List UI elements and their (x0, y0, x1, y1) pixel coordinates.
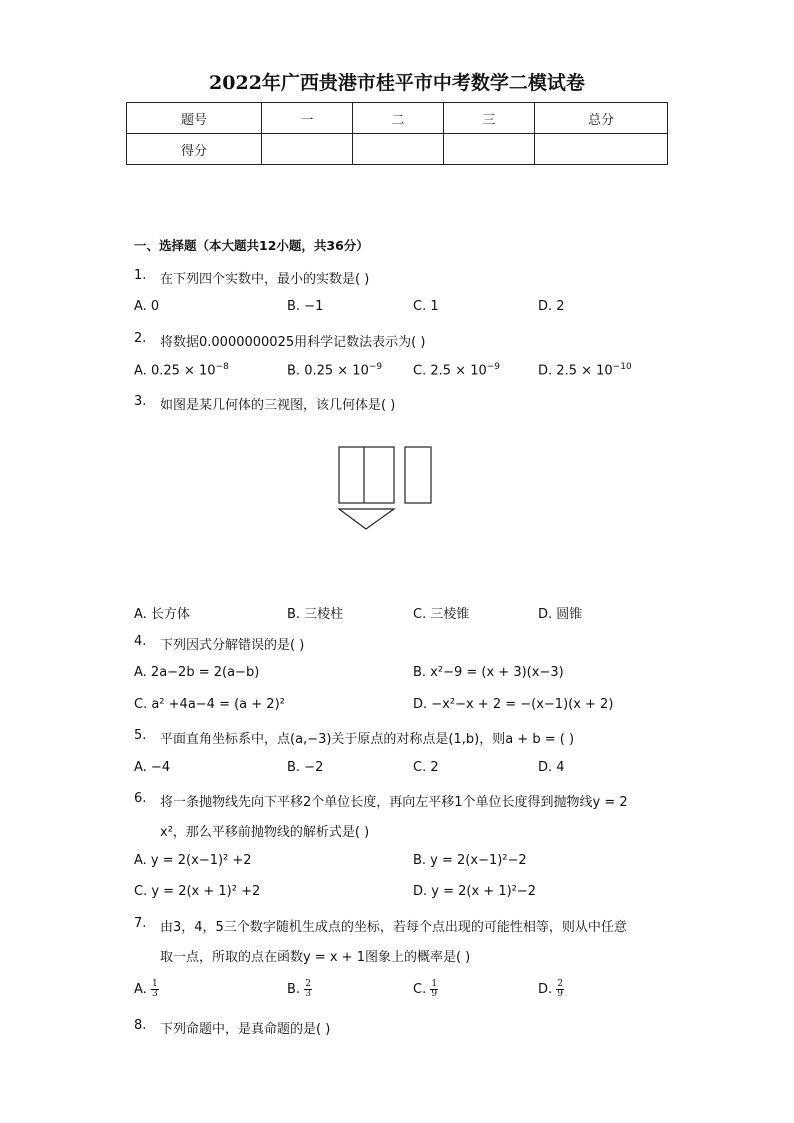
option-label: B. (287, 982, 301, 997)
score-table-header-row (127, 103, 668, 134)
option-d: D. 圆锥 (538, 607, 583, 622)
option-d (538, 980, 564, 999)
denominator: 9 (431, 989, 438, 999)
question-number: 4. (134, 634, 147, 649)
option-c: C. 2 (413, 760, 439, 775)
option-c (413, 980, 438, 999)
option-a: A. y = 2(x−1)² +2 (134, 853, 252, 868)
option-a (134, 980, 159, 999)
option-b: B. 三棱柱 (287, 607, 344, 622)
question-number: 8. (134, 1018, 147, 1033)
fraction (556, 980, 564, 999)
option-d: D. 4 (538, 760, 565, 775)
question-number: 1. (134, 268, 147, 283)
question-number: 3. (134, 394, 147, 409)
question-text: 下列命题中，是真命题的是( ) (160, 1022, 331, 1037)
option-d: D. −x²−x + 2 = −(x−1)(x + 2) (413, 697, 614, 712)
option-a: A. −4 (134, 760, 171, 775)
top-view-triangle (339, 509, 394, 529)
question-text: 如图是某几何体的三视图，该几何体是( ) (160, 398, 396, 413)
option-d: D. 2 (538, 299, 565, 314)
option-c: C. y = 2(x + 1)² +2 (134, 884, 261, 899)
numerator: 2 (305, 979, 311, 989)
page-title: 2022年广西贵港市桂平市中考数学二模试卷 (209, 72, 585, 94)
option-a: A. 2a−2b = 2(a−b) (134, 665, 260, 680)
score-row-label: 得分 (127, 134, 262, 165)
denominator: 3 (151, 989, 158, 999)
score-header-cell: 二 (353, 103, 444, 134)
option-b: B. −1 (287, 299, 324, 314)
numerator: 2 (557, 979, 564, 989)
score-cell[interactable] (535, 134, 668, 165)
option-value: 0.25 × 10 (150, 363, 216, 379)
option-label: C. (413, 363, 427, 379)
option-a: A. 0 (134, 299, 160, 314)
option-exponent: −8 (215, 362, 229, 372)
option-label: B. (287, 363, 301, 379)
question-number: 2. (134, 331, 147, 346)
question-text-line2: 取一点，所取的点在函数y = x + 1图象上的概率是( ) (160, 950, 471, 965)
option-label: A. (134, 363, 147, 379)
option-d (538, 362, 632, 378)
question-text-line1: 将一条抛物线先向下平移2个单位长度，再向左平移1个单位长度得到抛物线y = 2 (160, 795, 628, 810)
option-c: C. 三棱锥 (413, 607, 470, 622)
score-cell[interactable] (262, 134, 353, 165)
three-view-figure (336, 444, 436, 534)
score-cell[interactable] (353, 134, 444, 165)
question-text-line1: 由3，4，5三个数字随机生成点的坐标，若每个点出现的可能性相等，则从中任意 (160, 920, 627, 935)
numerator: 1 (431, 979, 438, 989)
question-number: 6. (134, 791, 147, 806)
denominator: 3 (305, 989, 311, 999)
option-c (413, 362, 500, 378)
fraction (151, 980, 159, 999)
option-exponent: −9 (368, 362, 383, 372)
option-c: C. 1 (413, 299, 439, 314)
score-header-cell: 三 (444, 103, 535, 134)
option-label: C. (413, 982, 427, 997)
option-label: D. (538, 982, 553, 997)
score-header-cell: 题号 (127, 103, 262, 134)
question-number: 7. (134, 916, 147, 931)
score-table-row (127, 134, 668, 165)
option-b (287, 362, 382, 378)
option-b: B. −2 (287, 760, 324, 775)
section-heading: 一、选择题（本大题共12小题，共36分） (134, 238, 369, 253)
option-value: 2.5 × 10 (430, 363, 487, 379)
option-exponent: −10 (612, 362, 632, 372)
numerator: 1 (151, 979, 158, 989)
denominator: 9 (557, 989, 564, 999)
front-view (339, 447, 394, 503)
fraction (430, 980, 438, 999)
question-text-line2: x²，那么平移前抛物线的解析式是( ) (160, 825, 370, 840)
option-c: C. a² +4a−4 = (a + 2)² (134, 697, 285, 712)
option-label: D. (538, 363, 553, 379)
option-d: D. y = 2(x + 1)²−2 (413, 884, 537, 899)
option-value: 0.25 × 10 (304, 363, 369, 379)
question-text: 在下列四个实数中，最小的实数是( ) (160, 272, 370, 287)
question-number: 5. (134, 728, 147, 743)
question-text: 将数据0.0000000025用科学记数法表示为( ) (160, 335, 426, 350)
score-header-cell: 一 (262, 103, 353, 134)
option-b (287, 980, 312, 999)
option-a (134, 362, 229, 378)
option-a: A. 长方体 (134, 607, 190, 622)
fraction (304, 980, 312, 999)
question-text: 平面直角坐标系中，点(a,−3)关于原点的对称点是(1,b)，则a + b = ( ) (160, 732, 575, 747)
option-exponent: −9 (486, 362, 501, 372)
score-cell[interactable] (444, 134, 535, 165)
score-header-cell: 总分 (535, 103, 668, 134)
option-label: A. (134, 982, 147, 997)
score-table (126, 102, 668, 165)
option-b: B. y = 2(x−1)²−2 (413, 853, 527, 868)
question-text: 下列因式分解错误的是( ) (160, 638, 305, 653)
option-b: B. x²−9 = (x + 3)(x−3) (413, 665, 564, 680)
side-view (405, 447, 431, 503)
option-value: 2.5 × 10 (556, 363, 613, 379)
